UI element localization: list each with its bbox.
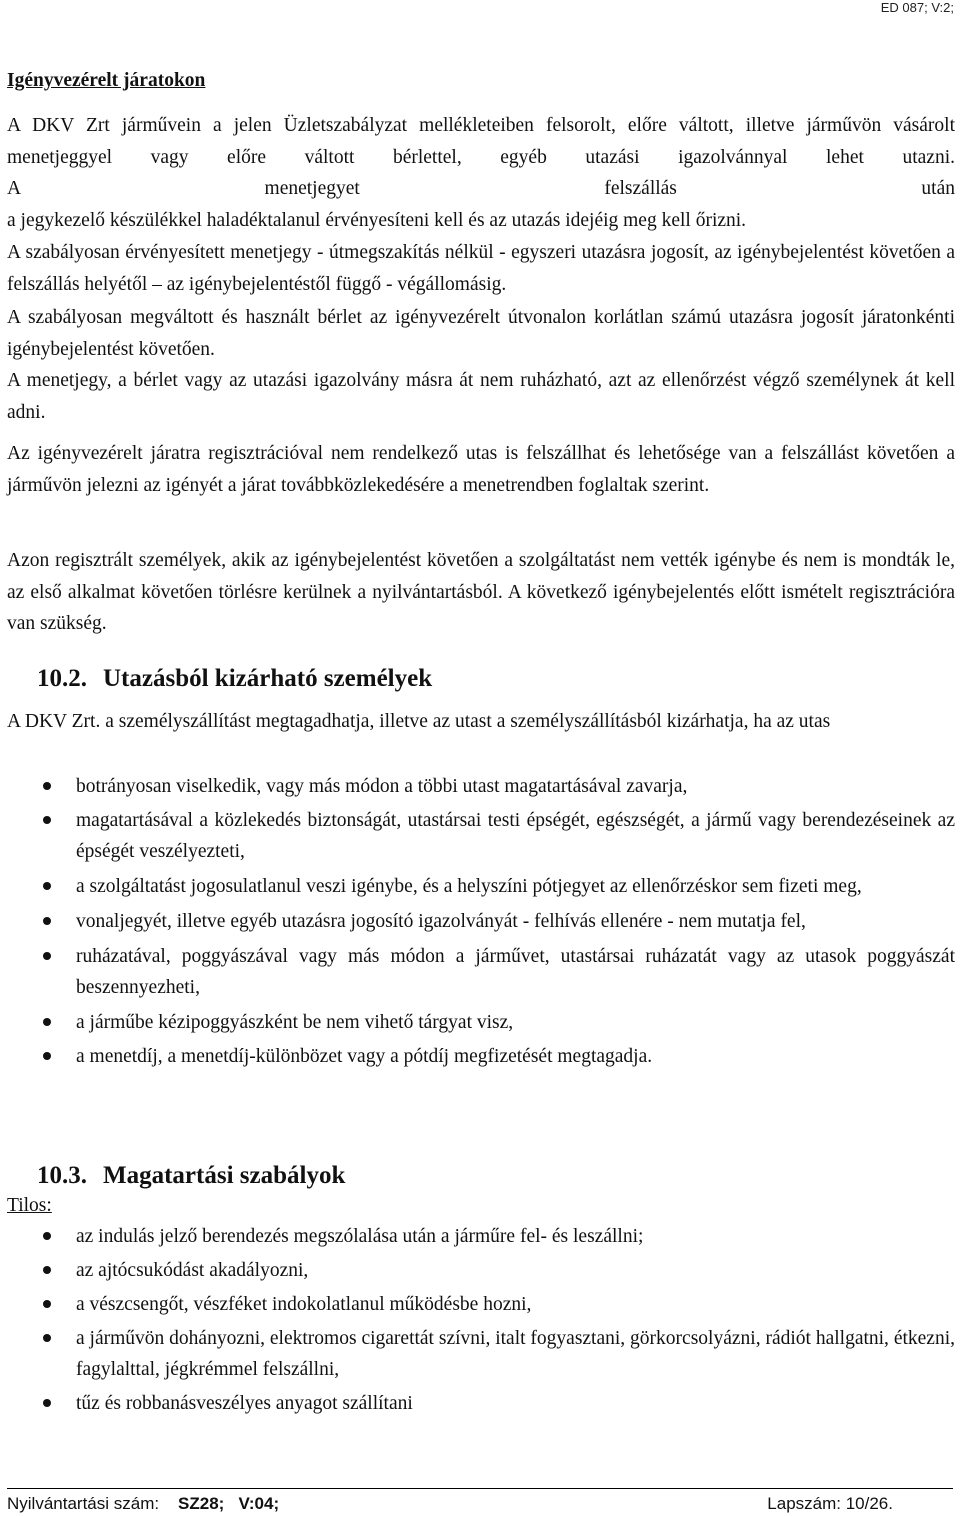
- list-item: [7, 771, 955, 802]
- paragraph-exclusion-intro: [7, 706, 955, 738]
- registered-deletion-text: Azon regisztrált személyek, akik az igénybejelentést követően a szolgáltatást nem vették igénybe és nem is mondták le, az első alkalmat követően törlésre kerülnek a nyilvántartásból. A következő igénybejelentés előtt ismételt regisztrációra van szükség.: [7, 550, 955, 634]
- registration-label: Nyilvántartási szám:: [7, 1494, 160, 1513]
- exclusion-intro-text: A DKV Zrt. a személyszállítást megtagadhatja, illetve az utast a személyszállításból kizárhatja, ha az utas: [7, 711, 831, 732]
- paragraph-pass: [7, 302, 955, 365]
- list-item: [7, 1041, 955, 1072]
- paragraph-validation: [7, 205, 955, 237]
- bullet-icon: [43, 1266, 51, 1274]
- unregistered-text: Az igényvezérelt járatra regisztrációval nem rendelkező utas is felszállhat és lehetősége van a felszállást követően a járművön jelezni az igényét a járat továbbközlekedésére a menetrendben foglaltak szerint.: [7, 443, 955, 496]
- list-item-text: az ajtócsukódást akadályozni,: [76, 1260, 309, 1281]
- list-item-text: a járműbe kézipoggyászként be nem vihető tárgyat visz,: [76, 1012, 514, 1033]
- list-item-text: a menetdíj, a menetdíj-különbözet vagy a pótdíj megfizetését megtagadja.: [76, 1046, 653, 1067]
- page-footer: [7, 1494, 953, 1514]
- non-transferable-text: A menetjegy, a bérlet vagy az utazási igazolvány másra át nem ruházható, azt az ellenőrzést végző személynek át kell adni.: [7, 370, 955, 423]
- bullet-icon: [43, 952, 51, 960]
- list-item-text: a vészcsengőt, vészféket indokolatlanul működésbe hozni,: [76, 1294, 532, 1315]
- bullet-icon: [43, 1399, 51, 1407]
- list-item: [7, 1007, 955, 1038]
- bullet-icon: [43, 1232, 51, 1240]
- list-item: [7, 1289, 955, 1320]
- section-number: 10.2.: [37, 665, 87, 692]
- paragraph-non-transferable: [7, 365, 955, 428]
- list-item-text: a járművön dohányozni, elektromos cigarettát szívni, italt fogyasztani, görkorcsolyázni, rádiót hallgatni, étkezni, fagylalttal, jégkrémmel felszállni,: [76, 1328, 955, 1380]
- bullet-icon: [43, 1300, 51, 1308]
- list-item: [7, 906, 955, 937]
- paragraph-unregistered: [7, 438, 955, 501]
- pass-text: A szabályosan megváltott és használt bérlet az igényvezérelt útvonalon korlátlan számú utazásra jogosít járatonkénti igénybejelentést követően.: [7, 307, 955, 360]
- bullet-icon: [43, 816, 51, 824]
- section-number: 10.3.: [37, 1162, 87, 1189]
- section-title-text: Magatartási szabályok: [103, 1162, 346, 1189]
- validation-text: a jegykezelő készülékkel haladéktalanul érvényesíteni kell és az utazás idejéig meg kell őrizni.: [7, 210, 747, 231]
- paragraph-validation-line: [7, 173, 955, 205]
- section-title-text: Utazásból kizárható személyek: [103, 665, 433, 692]
- single-trip-text: A szabályosan érvényesített menetjegy - útmegszakítás nélkül - egyszeri utazásra jogosít, az igénybejelentést követően a felszállás helyétől – az igénybejelentéstől függő - végállomásig.: [7, 242, 955, 295]
- bullet-icon: [43, 882, 51, 890]
- list-item-text: ruházatával, poggyászával vagy más módon a járművet, utastársai ruházatát vagy az utasok poggyászát beszennyezheti,: [76, 946, 955, 998]
- list-item: [7, 1221, 955, 1252]
- bullet-icon: [43, 782, 51, 790]
- list-item-text: magatartásával a közlekedés biztonságát, utastársai testi épségét, egészségét, a jármű vagy berendezéseinek az épségét veszélyezteti,: [76, 810, 955, 862]
- list-item-text: botrányosan viselkedik, vagy más módon a többi utast magatartásával zavarja,: [76, 776, 688, 797]
- exclusion-list: [7, 771, 955, 1072]
- footer-registration: [7, 1494, 279, 1514]
- prohibited-label: Tilos:: [7, 1195, 52, 1216]
- registration-number: SZ28;: [178, 1494, 225, 1513]
- validation-line-text: A menetjegyet felszállás után: [7, 178, 955, 199]
- paragraph-single-trip: [7, 237, 955, 300]
- section-heading-10-3: [37, 1162, 345, 1190]
- list-item: [7, 805, 955, 867]
- list-item: [7, 941, 955, 1003]
- bullet-icon: [43, 1018, 51, 1026]
- section-heading-10-2: [37, 665, 432, 693]
- list-item-text: tűz és robbanásveszélyes anyagot szállítani: [76, 1393, 413, 1414]
- list-item-text: a szolgáltatást jogosulatlanul veszi igénybe, és a helyszíni pótjegyet az ellenőrzéskor sem fizeti meg,: [76, 876, 862, 897]
- bullet-icon: [43, 917, 51, 925]
- list-item: [7, 1388, 955, 1419]
- list-item: [7, 871, 955, 902]
- bullet-icon: [43, 1334, 51, 1342]
- list-item: [7, 1255, 955, 1286]
- section-title-igenyvezerelt: Igényvezérelt járatokon: [7, 70, 206, 91]
- list-item-text: vonaljegyét, illetve egyéb utazásra jogosító igazolványát - felhívás ellenére - nem mutatja fel,: [76, 911, 806, 932]
- footer-divider: [7, 1488, 953, 1489]
- document-code: ED 087; V:2;: [880, 0, 954, 15]
- version-number: V:04;: [238, 1494, 280, 1513]
- paragraph-ticket-validity: [7, 110, 955, 173]
- paragraph-registered-deletion: [7, 545, 955, 640]
- list-item: [7, 1323, 955, 1385]
- page-number: Lapszám: 10/26.: [767, 1494, 893, 1513]
- bullet-icon: [43, 1052, 51, 1060]
- list-item-text: az indulás jelző berendezés megszólalása után a járműre fel- és leszállni;: [76, 1226, 644, 1247]
- paragraph-ticket-validity-text: A DKV Zrt járművein a jelen Üzletszabályzat mellékleteiben felsorolt, előre váltott, illetve járművön vásárolt menetjeggyel vagy előre váltott bérlettel, egyéb utazási igazolvánnyal lehet utazni.: [7, 115, 955, 168]
- prohibited-list: [7, 1221, 955, 1419]
